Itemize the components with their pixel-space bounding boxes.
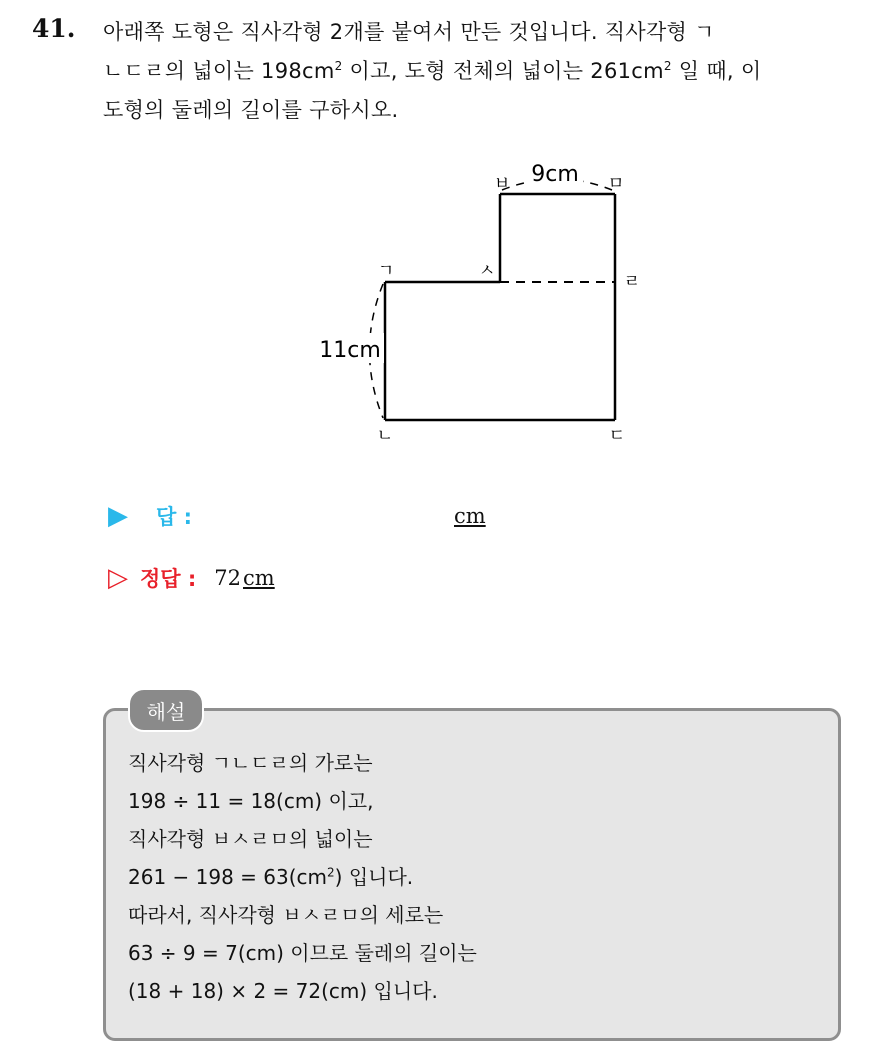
vertex-label-b: ㅂ (493, 174, 511, 194)
correct-answer-value: 72 (214, 566, 242, 590)
explanation-line-3: 직사각형 ㅂㅅㄹㅁ의 넓이는 (128, 827, 373, 851)
top-length-label: 9cm (531, 162, 579, 187)
correct-marker-icon: ▷ (108, 563, 128, 593)
question-line-3: 도형의 둘레의 길이를 구하시오. (103, 98, 399, 122)
vertex-label-s: ㅅ (478, 261, 496, 281)
superscript: 2 (327, 865, 335, 880)
explanation-line-1: 직사각형 ㄱㄴㄷㄹ의 가로는 (128, 751, 373, 775)
answer-marker-icon: ▶ (108, 501, 128, 531)
question-text-part: ㄴㄷㄹ의 넓이는 198cm (103, 59, 335, 83)
explanation-text-part: 261 − 198 = 63(cm (128, 865, 328, 889)
explanation-line-4 (128, 861, 413, 890)
answer-row (108, 501, 192, 531)
correct-answer-unit: cm (243, 566, 275, 590)
question-line-1: 아래쪽 도형은 직사각형 2개를 붙여서 만든 것입니다. 직사각형 ㄱ (103, 20, 715, 44)
superscript: 2 (663, 59, 672, 73)
left-length-label: 11cm (319, 338, 381, 363)
superscript: 2 (334, 59, 343, 73)
answer-field[interactable] (454, 504, 486, 528)
vertex-label-n: ㄴ (376, 426, 394, 446)
explanation-line-5: 따라서, 직사각형 ㅂㅅㄹㅁ의 세로는 (128, 903, 444, 927)
explanation-line-2: 198 ÷ 11 = 18(cm) 이고, (128, 789, 374, 813)
explanation-tag: 해설 (128, 688, 204, 732)
question-text-part: 일 때, 이 (671, 59, 762, 83)
figure-diagram (0, 0, 884, 470)
question-text-part: 이고, 도형 전체의 넓이는 261cm (342, 59, 664, 83)
vertex-label-m: ㅁ (607, 174, 625, 194)
vertex-label-r: ㄹ (623, 272, 641, 292)
explanation-line-6: 63 ÷ 9 = 7(cm) 이므로 둘레의 길이는 (128, 941, 477, 965)
correct-answer-label: 정답 : (140, 567, 197, 591)
vertex-label-g: ㄱ (377, 261, 395, 281)
correct-answer-row (108, 563, 275, 593)
vertex-label-d: ㄷ (608, 426, 626, 446)
answer-label: 답 : (156, 505, 192, 529)
explanation-text-part: ) 입니다. (334, 865, 414, 889)
answer-unit: cm (454, 504, 486, 528)
question-number: 41. (32, 14, 76, 43)
explanation-line-7: (18 + 18) × 2 = 72(cm) 입니다. (128, 979, 438, 1003)
